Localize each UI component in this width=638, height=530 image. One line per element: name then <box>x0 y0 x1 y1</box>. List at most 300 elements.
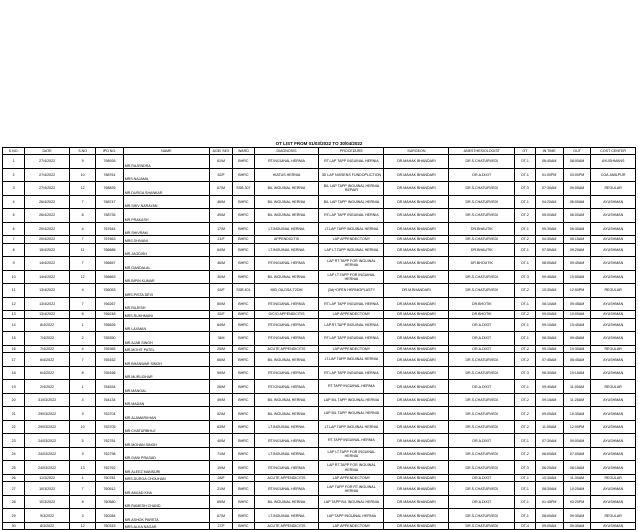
anesthesiologist: DR.S.CHATURVEDI <box>449 366 515 380</box>
date-cell: 24/03/2022 <box>25 447 70 461</box>
ipd-number: 762798 <box>96 447 123 461</box>
procedure: LAP RT.TAPP FOR INGUINAL HERNIA <box>319 461 384 475</box>
day-serial: 7 <box>69 257 95 271</box>
column-header: OT <box>515 148 535 155</box>
serial-number: 19 <box>3 380 25 394</box>
cost-center: AYUSHMAN <box>591 270 636 284</box>
anesthesiologist: DR.S.CHATURVEDI <box>449 209 515 223</box>
column-header: WARD <box>233 148 254 155</box>
procedure: LAP APPENDECTOMY <box>319 474 384 482</box>
surgeon: DR.MAHAK BHANDARI <box>384 420 449 434</box>
out-time: 12:00PM <box>563 420 590 434</box>
surgeon: DR.MAHAK BHANDARI <box>384 482 449 496</box>
patient-name: MR.MOHIT PATEL <box>123 345 209 353</box>
ot-room: OT-2 <box>515 209 535 223</box>
serial-number: 14 <box>3 318 25 332</box>
day-serial: 10 <box>69 168 95 182</box>
out-time: 06:00AM <box>563 195 590 209</box>
age-sex: 46/M <box>209 257 232 271</box>
age-sex: 34M <box>209 332 232 346</box>
anesthesiologist: DR.S.CHATURVEDI <box>449 420 515 434</box>
serial-number: 10 <box>3 270 25 284</box>
serial-number: 30 <box>3 522 25 530</box>
patient-name: MR.BIPIN KUMAR <box>123 270 209 284</box>
diagnosis: LT.INGUINAL HERNIA <box>254 509 319 523</box>
column-header: ANESTHESIOLOGIST <box>449 148 515 155</box>
age-sex: 46/M <box>209 195 232 209</box>
ipd-number: 766663 <box>96 270 123 284</box>
procedure: 3D LAP NISSENS FUNDOPLICTION <box>319 168 384 182</box>
day-serial: 2 <box>69 332 95 346</box>
in-time: 10:30AM <box>535 474 563 482</box>
ward: BHRC <box>233 195 254 209</box>
procedure: LAP TAPP FOR RT.INGUINAL HERNIA <box>319 482 384 496</box>
out-time: 09:30AM <box>563 522 590 530</box>
diagnosis: RT.IGNUINAL HERNIA <box>254 380 319 394</box>
age-sex: 17/M <box>209 222 232 236</box>
diagnosis: B/L INGUINAL HERNIA <box>254 209 319 223</box>
ipd-number: 765626 <box>96 318 123 332</box>
table-row <box>3 495 636 509</box>
day-serial: 9 <box>69 447 95 461</box>
ipd-number: 760580 <box>96 495 123 509</box>
age-sex: 52/F <box>209 311 232 319</box>
surgeon: DR.MAHAK BHANDARI <box>384 195 449 209</box>
cost-center: AYUSHMAN <box>591 522 636 530</box>
in-time: 09:00AM <box>535 311 563 319</box>
table-row <box>3 243 636 257</box>
cost-center: AYUSHMAN <box>591 311 636 319</box>
ot-room: OT-1 <box>515 257 535 271</box>
day-serial: 5 <box>69 434 95 448</box>
ward: BHRC <box>233 236 254 244</box>
column-header: COST CENTER <box>591 148 636 155</box>
in-time: 09:15AM <box>535 393 563 407</box>
diagnosis: RT.INGUINAL HERNIA <box>254 155 319 169</box>
out-time: 08:45AM <box>563 353 590 367</box>
age-sex: 63/F <box>209 284 232 298</box>
procedure: RT.LAP TAPP INGUINAL HERNIA <box>319 155 384 169</box>
out-time: 09:20AM <box>563 243 590 257</box>
diagnosis: HIATUS HERNIA <box>254 168 319 182</box>
ipd-number: 766657 <box>96 257 123 271</box>
date-cell: 8/4/2022 <box>25 318 70 332</box>
cost-center: AYUSHMAN <box>591 393 636 407</box>
ward: BHRC <box>233 270 254 284</box>
ipd-number: 766686 <box>96 243 123 257</box>
in-time: 08:00AM <box>535 257 563 271</box>
ipd-number: 765162 <box>96 353 123 367</box>
surgeon: DR.MAHAK BHANDARI <box>384 461 449 475</box>
out-time: 06:00AM <box>563 209 590 223</box>
diagnosis: RT.INGUINAL HERNIA <box>254 434 319 448</box>
table-row <box>3 482 636 496</box>
out-time: 12:50PM <box>563 284 590 298</box>
patient-name: MRS.SHIVANI <box>123 236 209 244</box>
table-header-row <box>3 148 636 155</box>
procedure: RT.TAPP INGUINAL HERNIA <box>319 380 384 394</box>
date-cell: 11/3/2022 <box>25 474 70 482</box>
serial-number: 18 <box>3 366 25 380</box>
surgeon: DR.MAHAK BHANDARI <box>384 509 449 523</box>
patient-name: MR.MANGAL <box>123 380 209 394</box>
ot-room: OT-2 <box>515 284 535 298</box>
out-time: 10:00AM <box>563 311 590 319</box>
table-row <box>3 509 636 523</box>
serial-number: 5 <box>3 209 25 223</box>
ipd-number: 762762 <box>96 461 123 475</box>
column-header: SURGEON <box>384 148 449 155</box>
surgeon: DR.MAHAK BHANDARI <box>384 318 449 332</box>
diagnosis: RT.INGUINAL HERNIA <box>254 318 319 332</box>
patient-name: MR.DURGA SHANKAR <box>123 182 209 196</box>
out-time: 08:00AM <box>563 155 590 169</box>
surgeon: DR.MAHAK BHANDARI <box>384 353 449 367</box>
diagnosis: ACUTE APPENDICITIS <box>254 474 319 482</box>
ot-room: OT-1 <box>515 297 535 311</box>
diagnosis: RT.INGUINAL HERNIA <box>254 332 319 346</box>
day-serial: 7 <box>69 482 95 496</box>
serial-number: 9 <box>3 257 25 271</box>
cost-center: AYUSHMAN <box>591 495 636 509</box>
procedure: LT.LAP TAPP INGUINAL HERNIA <box>319 420 384 434</box>
in-time: 08:30AM <box>535 482 563 496</box>
cost-center: CGA JABLPUR <box>591 168 636 182</box>
patient-name: MR.SHIV NARAYAN <box>123 195 209 209</box>
out-time: 11:00AM <box>563 380 590 394</box>
age-sex: 59/M <box>209 366 232 380</box>
age-sex: 71/M <box>209 447 232 461</box>
ot-room: OT-1 <box>515 195 535 209</box>
date-cell: 2/4/2022 <box>25 380 70 394</box>
patient-name: MR.ASHOK PARETA <box>123 509 209 523</box>
ot-room: OT-1 <box>515 318 535 332</box>
surgeon: DR.MAHAK BHANDARI <box>384 168 449 182</box>
ot-room: OT-2 <box>515 236 535 244</box>
anesthesiologist: DR.A.DIXIT <box>449 318 515 332</box>
ipd-number: 760781 <box>96 474 123 482</box>
anesthesiologist: DR.BHOTIK <box>449 297 515 311</box>
ipd-number: 765365 <box>96 345 123 353</box>
cost-center: AYUSHMAN <box>591 222 636 236</box>
column-header: IN TIME <box>535 148 563 155</box>
page-title: OT LIST FROM 01/03/2022 TO 30/04/2022 <box>275 141 363 146</box>
procedure: RT.LAP TAPP INGUINAL HERNIA <box>319 209 384 223</box>
patient-name: MR.LAXMAN <box>123 318 209 332</box>
diagnosis: RT.INGUINAL HERNIA <box>254 366 319 380</box>
serial-number: 17 <box>3 353 25 367</box>
surgeon: DR.MAHAK BHANDARI <box>384 243 449 257</box>
day-serial: 8 <box>69 311 95 319</box>
cost-center: AYUSHMAN <box>591 461 636 475</box>
out-time: 11:30AM <box>563 474 590 482</box>
patient-name: MR.ALAMARKHAN <box>123 407 209 421</box>
anesthesiologist: DR.S.CHATURVEDI <box>449 393 515 407</box>
ward: BHRC <box>233 495 254 509</box>
ward: BHRC <box>233 461 254 475</box>
out-time: 10:10AM <box>563 366 590 380</box>
date-cell: 7/4/2022 <box>25 332 70 346</box>
ward: BHRC <box>233 155 254 169</box>
surgeon: DR.MAHAK BHANDARI <box>384 447 449 461</box>
patient-name: MR.ALEEZ MANSURI <box>123 461 209 475</box>
cost-center: REGULAR <box>591 345 636 353</box>
cost-center: AYUSHMAN <box>591 482 636 496</box>
ot-room: OT-2 <box>515 447 535 461</box>
patient-name: MR.PRAKASH <box>123 209 209 223</box>
anesthesiologist: DR.S.CHATURVEDI <box>449 195 515 209</box>
ipd-number: 765350 <box>96 332 123 346</box>
procedure: LAP LT.TAPP FOR INGUINAL HERNIA <box>319 447 384 461</box>
procedure: LAP LT.TAPP INGUINAL HERNIA <box>319 243 384 257</box>
anesthesiologist: DR.BHOTIK <box>449 311 515 319</box>
day-serial: 4 <box>69 345 95 353</box>
cost-center: AYUSHMAN <box>591 318 636 332</box>
table-row <box>3 168 636 182</box>
table-row <box>3 209 636 223</box>
table-row <box>3 380 636 394</box>
serial-number: 16 <box>3 345 25 353</box>
anesthesiologist: DR.A.DIXIT <box>449 434 515 448</box>
table-row <box>3 297 636 311</box>
date-cell: 14/4/2022 <box>25 270 70 284</box>
patient-name: MR.GANI PRASAD <box>123 447 209 461</box>
in-time: 11:00AM <box>535 420 563 434</box>
surgeon: DR.MAHAK BHANDARI <box>384 332 449 346</box>
ot-room: OT-1 <box>515 243 535 257</box>
table-row <box>3 257 636 271</box>
diagnosis: ACUTE APPENDICITIS <box>254 522 319 530</box>
diagnosis: MID,OA,DSA,T2DM <box>254 284 319 298</box>
ipd-number: 766248 <box>96 311 123 319</box>
anesthesiologist: DR.S.CHATURVEDI <box>449 482 515 496</box>
column-header: S.NO <box>69 148 95 155</box>
date-cell: 10/3/2022 <box>25 495 70 509</box>
ward: BHRC <box>233 243 254 257</box>
cost-center: AYUSHMAN <box>591 407 636 421</box>
ot-room: OT-1 <box>515 495 535 509</box>
ot-room: OT-3 <box>515 366 535 380</box>
serial-number: 23 <box>3 434 25 448</box>
age-sex: 63/M <box>209 420 232 434</box>
out-time: 10:20AM <box>563 482 590 496</box>
cost-center: AYUSHMAN <box>591 195 636 209</box>
cost-center: REGULAR <box>591 182 636 196</box>
ot-room: OT-1 <box>515 380 535 394</box>
out-time: 08:15AM <box>563 461 590 475</box>
out-time: 06:30AM <box>563 222 590 236</box>
ipd-number: 764134 <box>96 393 123 407</box>
column-header: DIAGNOSIS <box>254 148 319 155</box>
table-row <box>3 284 636 298</box>
out-time: 09:40AM <box>563 257 590 271</box>
diagnosis: B/L INGUINAL HERNIA <box>254 393 319 407</box>
procedure: LAP LT.TAPP FOR INGUINAL HERNIA <box>319 270 384 284</box>
ipd-number: 768735 <box>96 209 123 223</box>
patient-name: MRS.NAJAMA <box>123 168 209 182</box>
in-time: 10:30AM <box>535 284 563 298</box>
ward: BHRC <box>233 353 254 367</box>
patient-name: MR.AMJAD KHA <box>123 482 209 496</box>
ot-room: OT-1 <box>515 168 535 182</box>
ward: BHRC <box>233 509 254 523</box>
diagnosis: LT.INGUINAL HERNIA <box>254 447 319 461</box>
ipd-number: 766053 <box>96 284 123 298</box>
surgeon: DR.MAHAK BHANDARI <box>384 155 449 169</box>
out-time: 10:40AM <box>563 318 590 332</box>
day-serial: 8 <box>69 366 95 380</box>
patient-name: MR.RAJENDRA <box>123 155 209 169</box>
in-time: 09:10AM <box>535 318 563 332</box>
ipd-number: 768926 <box>96 155 123 169</box>
age-sex: 49/M <box>209 393 232 407</box>
serial-number: 21 <box>3 407 25 421</box>
serial-number: 28 <box>3 495 25 509</box>
diagnosis: LT.INGUINAL HERNIA <box>254 222 319 236</box>
ward: BHRC <box>233 474 254 482</box>
in-time: 08:30AM <box>535 332 563 346</box>
surgeon: DR.MAHAK BHANDARI <box>384 222 449 236</box>
date-cell: 14/4/2022 <box>25 257 70 271</box>
ipd-number: 768747 <box>96 195 123 209</box>
column-header: S.NO. <box>3 148 25 155</box>
anesthesiologist: DR.S.CHATURVEDI <box>449 522 515 530</box>
date-cell: 13/4/2022 <box>25 297 70 311</box>
ot-room: OT-1 <box>515 482 535 496</box>
patient-name: MR.RAMESH CHAND <box>123 495 209 509</box>
anesthesiologist: DR.S.CHATURVEDI <box>449 353 515 367</box>
procedure: LAP APPENDECTOMY <box>319 311 384 319</box>
age-sex: 64/M <box>209 243 232 257</box>
ipd-number: 767663 <box>96 236 123 244</box>
diagnosis: LT.INGUINAL HERNIA <box>254 420 319 434</box>
anesthesiologist: DR.A.DIXIT <box>449 380 515 394</box>
procedure: B/L LAP TAPP INGUINAL HERNIA REPAIR <box>319 182 384 196</box>
cost-center: AYUSHMAN <box>591 353 636 367</box>
age-sex: 30/M <box>209 270 232 284</box>
ot-room: OT-2 <box>515 345 535 353</box>
day-serial: 12 <box>69 270 95 284</box>
age-sex: 67/M <box>209 182 232 196</box>
diagnosis: RT.INGUINAL HERNIA <box>254 297 319 311</box>
procedure: RT.TAPP INGUINAL HERNIA <box>319 434 384 448</box>
anesthesiologist: DR.A.DIXIT <box>449 495 515 509</box>
day-serial: 1 <box>69 474 95 482</box>
ward: BHRC <box>233 407 254 421</box>
in-time: 08:30AM <box>535 366 563 380</box>
procedure: LT.LAP TAPP INGUINAL HERNIA <box>319 222 384 236</box>
age-sex: 52/M <box>209 407 232 421</box>
patient-name: MRS.PISTA DEVI <box>123 284 209 298</box>
age-sex: 27/F <box>209 522 232 530</box>
serial-number: 24 <box>3 447 25 461</box>
table-row <box>3 474 636 482</box>
date-cell: 26/4/2022 <box>25 209 70 223</box>
ward: BHRC <box>233 366 254 380</box>
surgeon: DR.M.BHANDARI <box>384 284 449 298</box>
serial-number: 25 <box>3 461 25 475</box>
serial-number: 7 <box>3 236 25 244</box>
table-row <box>3 222 636 236</box>
ward: BHRC <box>233 318 254 332</box>
diagnosis: RT.INGUINAL HERNIA <box>254 257 319 271</box>
age-sex: 69/M <box>209 495 232 509</box>
serial-number: 27 <box>3 482 25 496</box>
age-sex: 25/M <box>209 345 232 353</box>
ward: BHRC <box>233 332 254 346</box>
date-cell: 20/4/2022 <box>25 222 70 236</box>
diagnosis: B/L INGUINAL HERNIA <box>254 407 319 421</box>
anesthesiologist: DR.BHAUTIK <box>449 243 515 257</box>
table-row <box>3 461 636 475</box>
diagnosis: B/L INGUINAL HERNIA <box>254 182 319 196</box>
procedure: LAP.RT.TAPP INGUINAL HERNIA <box>319 318 384 332</box>
patient-name: MR.JAGDISH <box>123 243 209 257</box>
patient-name: MRS.DURGA CHOUHAN <box>123 474 209 482</box>
diagnosis: APPENDICITIS <box>254 236 319 244</box>
ipd-number: 764534 <box>96 380 123 394</box>
procedure: LAP APPENDECTOMY <box>319 522 384 530</box>
diagnosis: B/L INGUINAL HERNIA <box>254 495 319 509</box>
column-header: PROCEDURE <box>319 148 384 155</box>
cost-center: REGULAR <box>591 380 636 394</box>
ipd-number: 765166 <box>96 366 123 380</box>
out-time: 09:45AM <box>563 297 590 311</box>
ipd-number: 762781 <box>96 434 123 448</box>
table-row <box>3 434 636 448</box>
serial-number: 3 <box>3 182 25 196</box>
ward: BHRC <box>233 311 254 319</box>
date-cell: 6/4/2022 <box>25 366 70 380</box>
cost-center: AYUSHMANS <box>591 155 636 169</box>
surgeon: DR.MAHAK BHANDARI <box>384 270 449 284</box>
anesthesiologist: DR.S.CHATURVEDI <box>449 270 515 284</box>
day-serial: 4 <box>69 284 95 298</box>
day-serial: 10 <box>69 420 95 434</box>
ipd-number: 767644 <box>96 222 123 236</box>
ward: BHRC <box>233 345 254 353</box>
ipd-number: 763705 <box>96 420 123 434</box>
procedure: LAP APPENDECTOMY <box>319 345 384 353</box>
out-time: 11:25AM <box>563 393 590 407</box>
procedure: LAP TAPP INGUINAL HERNIA <box>319 509 384 523</box>
table-row <box>3 270 636 284</box>
ward: SSB 401 <box>233 284 254 298</box>
ot-room: OT-3 <box>515 461 535 475</box>
day-serial: 1 <box>69 318 95 332</box>
column-header: IPD NO. <box>96 148 123 155</box>
anesthesiologist: DR.S.CHATURVEDI <box>449 509 515 523</box>
diagnosis: ACUTE APPENDICITIS <box>254 345 319 353</box>
day-serial: 7 <box>69 297 95 311</box>
patient-name: MRS.ALKA NAGAR <box>123 522 209 530</box>
date-cell: 24/03/2022 <box>25 461 70 475</box>
procedure: RT.LAP TAPP INGUINAL HERNIA <box>319 297 384 311</box>
cost-center: AYUSHMAN <box>591 209 636 223</box>
table-row <box>3 407 636 421</box>
patient-name: MR.SHIVRAM <box>123 222 209 236</box>
procedure: LAP RT.TAPP FOR INGUINAL HERNIA <box>319 257 384 271</box>
in-time: 06:40AM <box>535 155 563 169</box>
age-sex: 40/M <box>209 434 232 448</box>
ipd-number: 768761 <box>96 168 123 182</box>
day-serial: 9 <box>69 155 95 169</box>
serial-number: 4 <box>3 195 25 209</box>
surgeon: DR.MAHAK BHANDARI <box>384 434 449 448</box>
patient-name: MR.MADAN <box>123 393 209 407</box>
ward: BHRC <box>233 297 254 311</box>
date-cell: 7/4/2022 <box>25 345 70 353</box>
